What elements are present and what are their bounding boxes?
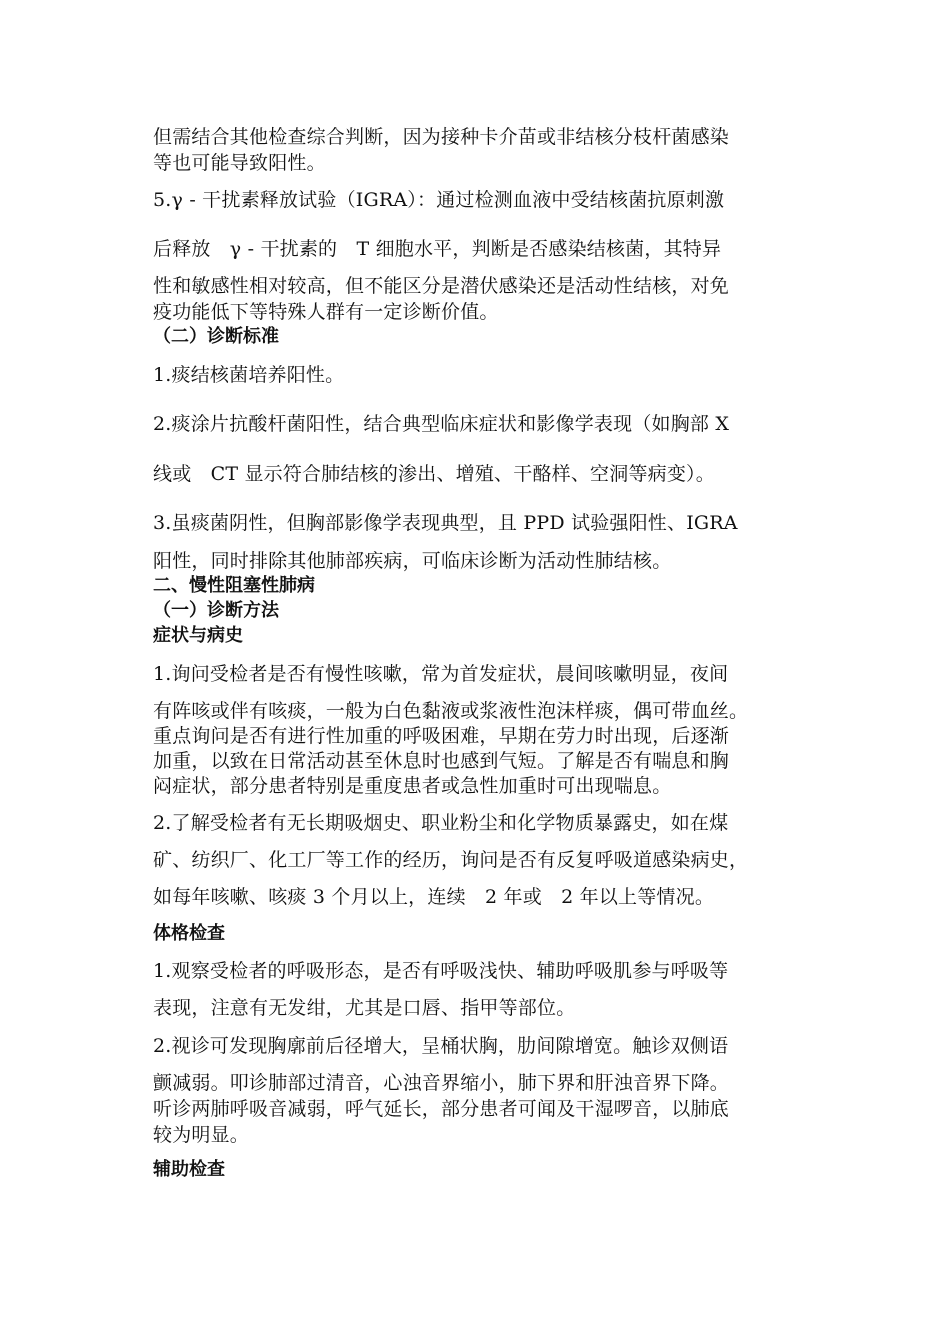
paragraph-line: 较为明显。 — [153, 1124, 250, 1146]
paragraph-line: 2.了解受检者有无长期吸烟史、职业粉尘和化学物质暴露史，如在煤 — [153, 812, 729, 834]
paragraph-line: 后释放 γ - 干扰素的 T 细胞水平，判断是否感染结核菌，其特异 — [153, 238, 722, 260]
paragraph-line: 1.询问受检者是否有慢性咳嗽，常为首发症状，晨间咳嗽明显，夜间 — [153, 663, 729, 685]
paragraph-line: 线或 CT 显示符合肺结核的渗出、增殖、干酪样、空洞等病变）。 — [153, 463, 715, 485]
paragraph-line: 等也可能导致阳性。 — [153, 152, 326, 174]
paragraph-line: 1.痰结核菌培养阳性。 — [153, 364, 345, 386]
subsection-heading: 症状与病史 — [153, 625, 243, 646]
paragraph-line: 2.视诊可发现胸廓前后径增大，呈桶状胸，肋间隙增宽。触诊双侧语 — [153, 1035, 729, 1057]
paragraph-line: 加重，以致在日常活动甚至休息时也感到气短。了解是否有喘息和胸 — [153, 750, 730, 772]
chapter-heading: 二、慢性阻塞性肺病 — [153, 575, 315, 596]
paragraph-line: 但需结合其他检查综合判断，因为接种卡介苗或非结核分枝杆菌感染 — [153, 126, 730, 148]
section-heading: （二）诊断标准 — [153, 326, 279, 347]
paragraph-line: 如每年咳嗽、咳痰 3 个月以上，连续 2 年或 2 年以上等情况。 — [153, 886, 715, 908]
paragraph-line: 闷症状，部分患者特别是重度患者或急性加重时可出现喘息。 — [153, 775, 672, 797]
paragraph-line: 疫功能低下等特殊人群有一定诊断价值。 — [153, 301, 499, 323]
subsection-heading: 辅助检查 — [153, 1159, 225, 1180]
section-heading: （一）诊断方法 — [153, 600, 279, 621]
paragraph-line: 5.γ - 干扰素释放试验（IGRA）：通过检测血液中受结核菌抗原刺激 — [153, 189, 725, 211]
paragraph-line: 1.观察受检者的呼吸形态，是否有呼吸浅快、辅助呼吸肌参与呼吸等 — [153, 960, 729, 982]
paragraph-line: 矿、纺织厂、化工厂等工作的经历，询问是否有反复呼吸道感染病史， — [153, 849, 749, 871]
paragraph-line: 有阵咳或伴有咳痰，一般为白色黏液或浆液性泡沫样痰，偶可带血丝。 — [153, 700, 749, 722]
paragraph-line: 2.痰涂片抗酸杆菌阳性，结合典型临床症状和影像学表现（如胸部 X — [153, 413, 730, 435]
paragraph-line: 重点询问是否有进行性加重的呼吸困难，早期在劳力时出现，后逐渐 — [153, 725, 730, 747]
paragraph-line: 表现，注意有无发绀，尤其是口唇、指甲等部位。 — [153, 997, 576, 1019]
paragraph-line: 阳性，同时排除其他肺部疾病，可临床诊断为活动性肺结核。 — [153, 550, 672, 572]
paragraph-line: 颤减弱。叩诊肺部过清音，心浊音界缩小，肺下界和肝浊音界下降。 — [153, 1072, 730, 1094]
paragraph-line: 听诊两肺呼吸音减弱，呼气延长，部分患者可闻及干湿啰音，以肺底 — [153, 1098, 730, 1120]
subsection-heading: 体格检查 — [153, 923, 225, 944]
paragraph-line: 性和敏感性相对较高，但不能区分是潜伏感染还是活动性结核，对免 — [153, 275, 730, 297]
paragraph-line: 3.虽痰菌阴性，但胸部影像学表现典型，且 PPD 试验强阳性、IGRA — [153, 512, 738, 534]
